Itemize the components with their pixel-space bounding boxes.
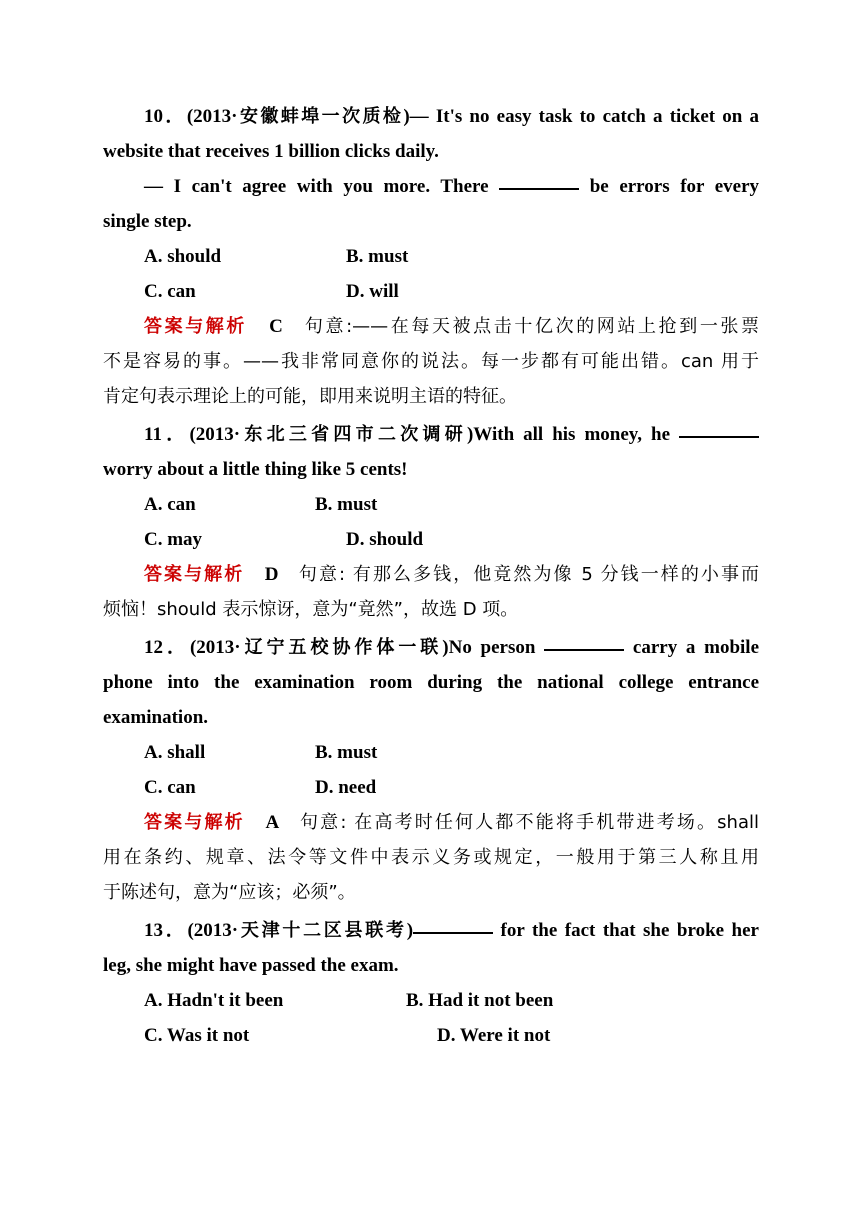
q11-source: 东北三省四市二次调研 <box>240 424 467 445</box>
q12-line-3: examination. <box>103 707 209 728</box>
option-a: A. can <box>144 494 196 515</box>
option-d: D. should <box>346 529 424 550</box>
q12-options-row-1 <box>103 735 759 770</box>
option-c: C. may <box>144 529 203 550</box>
q10-answer-line-1: 答案与解析 C 句意:——在每天被点击十亿次的网站上抢到一张票 <box>144 316 760 337</box>
q12-source: 辽宁五校协作体一联 <box>240 637 443 658</box>
option-d: D. will <box>346 281 399 302</box>
option-b: B. must <box>315 494 378 515</box>
option-d: D. need <box>315 777 377 798</box>
option-d: D. Were it not <box>437 1025 551 1046</box>
q10-line-1: 10．(2013·安徽蚌埠一次质检)— It's no easy task to catch a ticket on a <box>144 106 759 127</box>
q13-options-row-2 <box>103 1018 759 1053</box>
q10-answer-line-2: 不是容易的事。——我非常同意你的说法。每一步都有可能出错。can 用于 <box>103 351 759 372</box>
q12-answer-line-2: 用在条约、规章、法令等文件中表示义务或规定，一般用于第三人称且用 <box>103 847 759 868</box>
q11-options-row-2 <box>103 522 759 557</box>
q10-options-row-1 <box>103 239 759 274</box>
option-c: C. can <box>144 281 196 302</box>
q12-answer-line-3: 于陈述句，意为“应该；必须”。 <box>103 882 356 903</box>
document-page <box>103 99 759 1053</box>
option-a: A. shall <box>144 742 206 763</box>
q12-line-1: 12．(2013·辽宁五校协作体一联)No person carry a mobile <box>144 637 760 658</box>
q12-options-row-2 <box>103 770 759 805</box>
q10-source: 安徽蚌埠一次质检 <box>237 106 404 127</box>
q12-answer-line-1: 答案与解析 A 句意: 在高考时任何人都不能将手机带进考场。shall <box>144 812 760 833</box>
answer-label: 答案与解析 <box>144 316 248 337</box>
answer-blank <box>679 435 759 438</box>
q11-line-2: worry about a little thing like 5 cents! <box>103 459 408 480</box>
q10-answer-line-3: 肯定句表示理论上的可能，即用来说明主语的特征。 <box>103 386 517 407</box>
option-a: A. should <box>144 246 222 267</box>
q10-line-2: website that receives 1 billion clicks daily. <box>103 141 439 162</box>
option-b: B. must <box>346 246 409 267</box>
q10-options-row-2 <box>103 274 759 309</box>
answer-blank <box>413 931 493 934</box>
option-a: A. Hadn't it been <box>144 990 284 1011</box>
answer-label: 答案与解析 <box>144 812 245 833</box>
answer-blank <box>544 648 624 651</box>
q11-answer-line-1: 答案与解析 D 句意: 有那么多钱，他竟然为像 5 分钱一样的小事而 <box>144 564 760 585</box>
answer-blank <box>499 187 579 190</box>
answer-letter: C <box>269 316 283 337</box>
answer-letter: D <box>264 564 279 585</box>
option-b: B. Had it not been <box>406 990 554 1011</box>
answer-letter: A <box>265 812 280 833</box>
q11-line-1: 11．(2013·东北三省四市二次调研)With all his money, he <box>103 417 759 452</box>
q10-line-3: — I can't agree with you more. There be errors for every <box>144 176 759 197</box>
option-c: C. can <box>144 777 196 798</box>
q13-options-row-1 <box>103 983 759 1018</box>
option-c: C. Was it not <box>144 1025 250 1046</box>
q13-source: 天津十二区县联考 <box>238 920 407 941</box>
q10-line-4: single step. <box>103 211 192 232</box>
q11-answer-line-2: 烦恼！should 表示惊讶，意为“竟然”，故选 D 项。 <box>103 599 519 620</box>
q11-options-row-1 <box>103 487 759 522</box>
q12-line-2: phone into the examination room during the national college entrance <box>103 672 759 693</box>
q13-line-1: 13．(2013·天津十二区县联考) for the fact that she broke her <box>144 920 759 941</box>
q13-line-2: leg, she might have passed the exam. <box>103 955 399 976</box>
answer-label: 答案与解析 <box>144 564 245 585</box>
option-b: B. must <box>315 742 378 763</box>
